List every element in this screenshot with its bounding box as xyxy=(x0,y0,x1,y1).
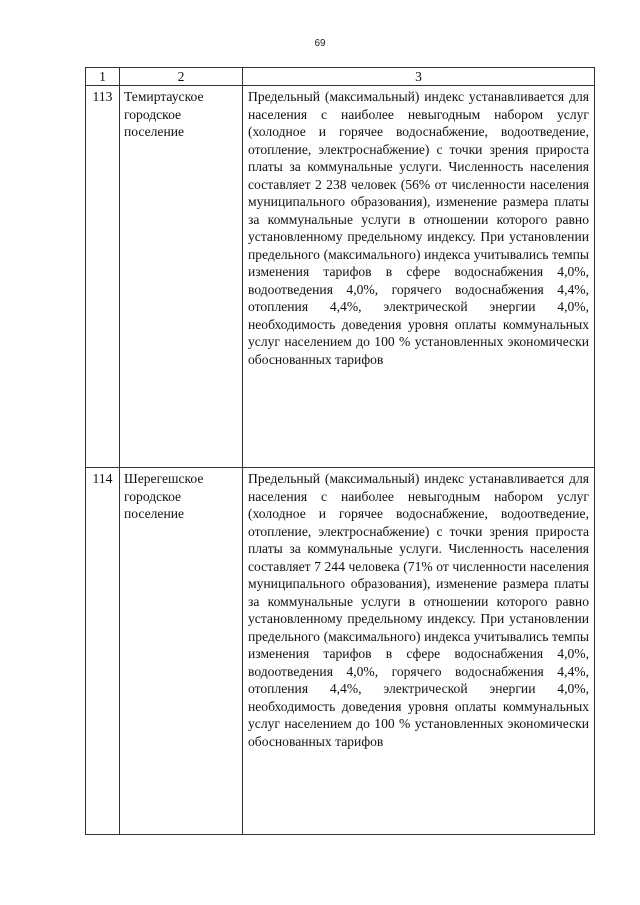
settlement-name: Шерегешское городское поселение xyxy=(120,468,243,835)
table-row xyxy=(86,468,595,835)
header-col-1: 1 xyxy=(86,68,120,86)
header-col-3: 3 xyxy=(243,68,595,86)
table-header-row xyxy=(86,68,595,86)
row-number: 113 xyxy=(86,86,120,468)
settlement-name: Темиртауское городское поселение xyxy=(120,86,243,468)
page-number: 69 xyxy=(314,38,326,49)
tariff-index-table xyxy=(85,67,595,835)
table-row xyxy=(86,86,595,468)
row-number: 114 xyxy=(86,468,120,835)
header-col-2: 2 xyxy=(120,68,243,86)
index-description: Предельный (максимальный) индекс устанавливается для населения с наиболее невыгодным набором услуг (холодное и горячее водоснабжение, водоотведение, отопление, электроснабжение) с точки зрения прироста платы за коммунальные услуги. Численность населения составляет 2 238 человек (56% от численности населения муниципального образования), изменение размера платы за коммунальные услуги в отношении которого равно установленному предельному индексу. При установлении предельного (максимального) индекса учитывались темпы изменения тарифов в сфере водоснабжения 4,0%, водоотведения 4,0%, горячего водоснабжения 4,4%, отопления 4,4%, электрической энергии 4,0%, необходимость доведения уровня оплаты коммунальных услуг населением до 100 % установленных экономически обоснованных тарифов xyxy=(243,86,595,468)
index-description: Предельный (максимальный) индекс устанавливается для населения с наиболее невыгодным набором услуг (холодное и горячее водоснабжение, водоотведение, отопление, электроснабжение) с точки зрения прироста платы за коммунальные услуги. Численность населения составляет 7 244 человека (71% от численности населения муниципального образования), изменение размера платы за коммунальные услуги в отношении которого равно установленному предельному индексу. При установлении предельного (максимального) индекса учитывались темпы изменения тарифов в сфере водоснабжения 4,0%, водоотведения 4,0%, горячего водоснабжения 4,4%, отопления 4,4%, электрической энергии 4,0%, необходимость доведения уровня оплаты коммунальных услуг населением до 100 % установленных экономически обоснованных тарифов xyxy=(243,468,595,835)
